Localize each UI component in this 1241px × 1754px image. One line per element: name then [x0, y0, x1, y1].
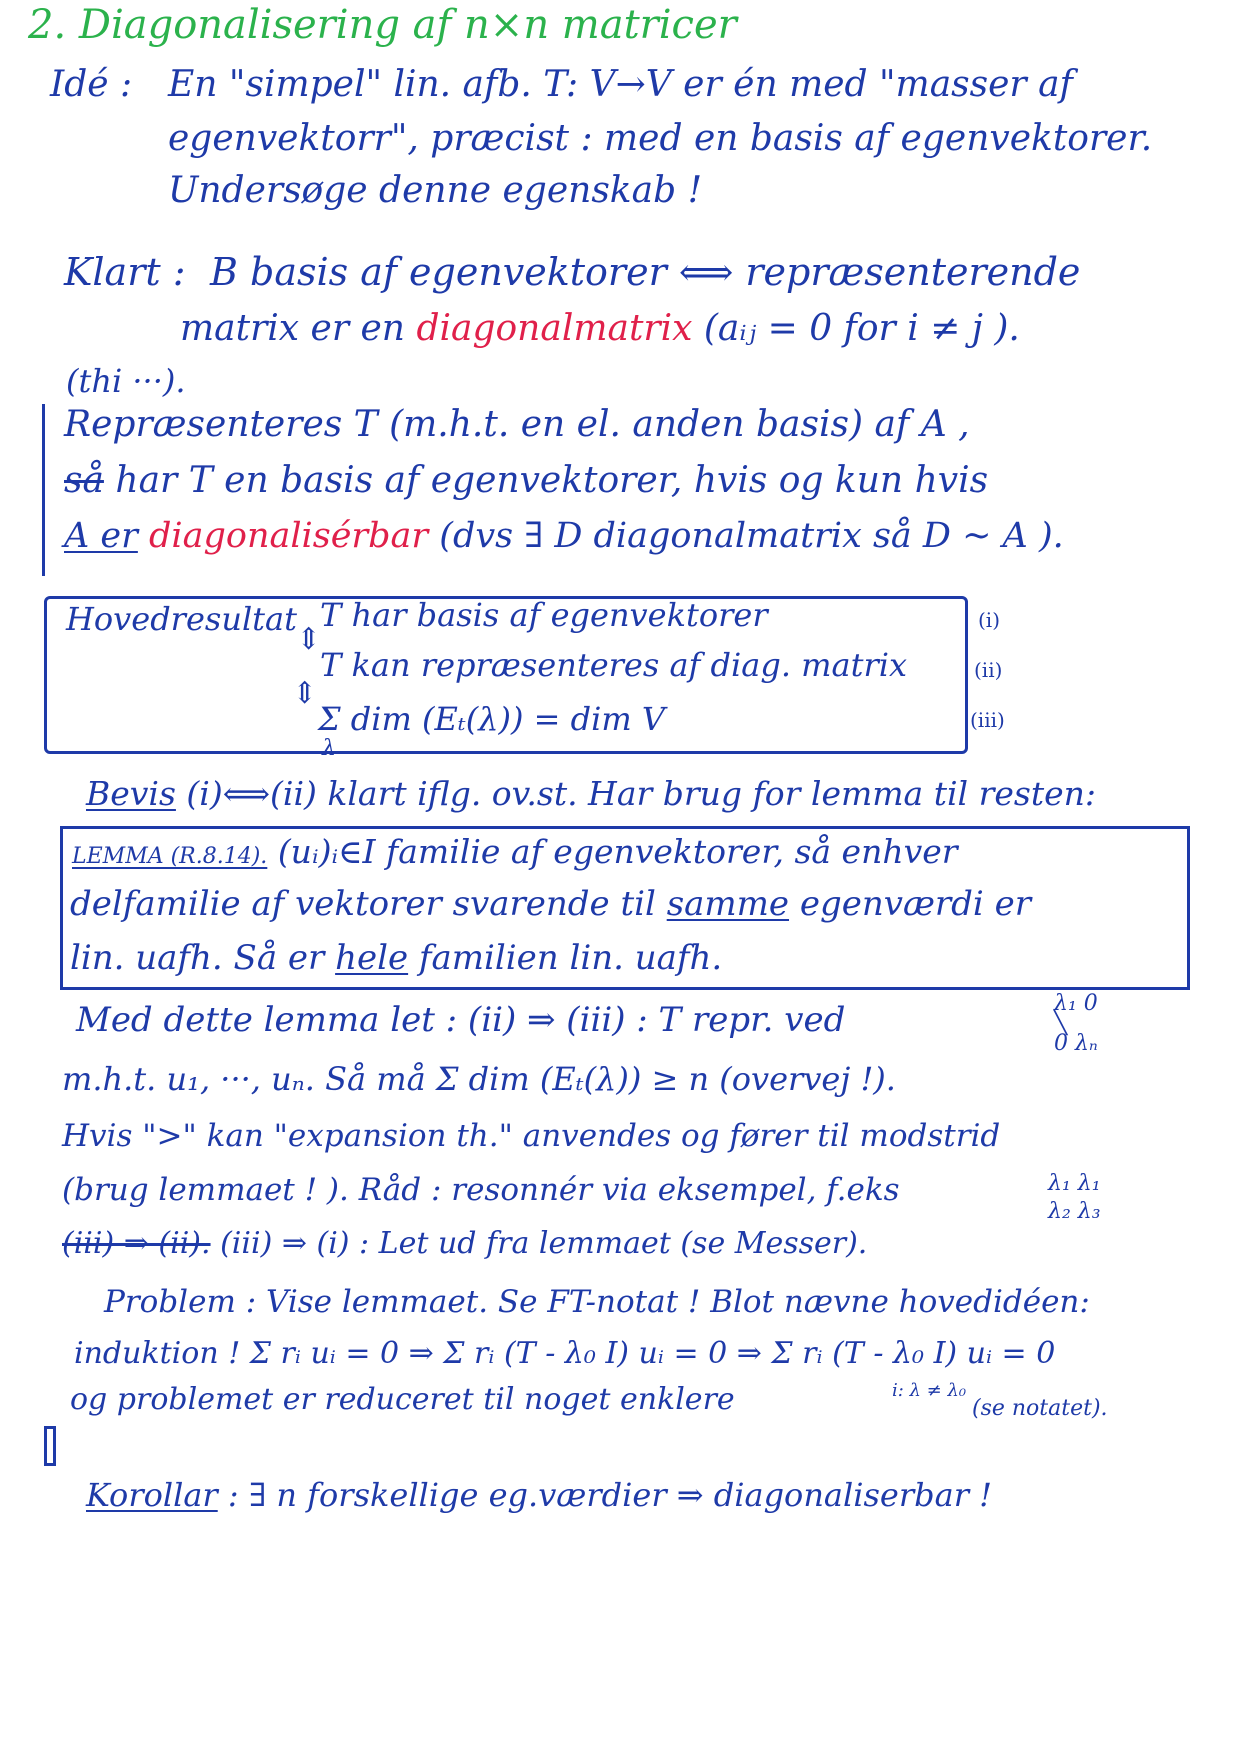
problem-note-ref: (se notatet). — [972, 1396, 1108, 1421]
lemma-line-1-text: (uᵢ)ᵢ∈I familie af egenvektorer, så enhver — [277, 832, 958, 871]
ide-label: Idé : — [50, 64, 133, 105]
margin-mark-icon — [44, 1426, 56, 1466]
lemma-line-2-post: egenværdi er — [799, 884, 1031, 924]
ide-line-2: egenvektorr", præcist : med en basis af egenvektorer. — [168, 118, 1153, 159]
med-line-5-struck: (iii) ⇒ (ii). — [62, 1226, 211, 1261]
ide-line-1: En "simpel" lin. afb. T: V→V er én med "masser af — [168, 64, 1073, 105]
klart-label: Klart : — [64, 250, 186, 294]
tag-ii: (ii) — [974, 658, 1003, 682]
hovedresultat-line-2: T kan repræsenteres af diag. matrix — [320, 646, 908, 684]
equivalence-arrow-1: ⇕ — [296, 622, 322, 657]
klart-line-3: (thi ···). — [66, 362, 186, 400]
diagonalmatrix-term: diagonalmatrix — [416, 308, 693, 349]
med-line-5 — [62, 1226, 867, 1261]
example-matrix-row-1: λ₁ λ₁ — [1048, 1171, 1101, 1196]
lemma-line-3-post: familien lin. uafh. — [418, 938, 723, 978]
med-line-5-text: (iii) ⇒ (i) : Let ud fra lemmaet (se Messer). — [220, 1226, 868, 1261]
repr-line-2-text: har T en basis af egenvektorer, hvis og kun hvis — [115, 460, 989, 501]
hovedresultat-line-3: Σ dim (Eₜ(λ)) = dim V — [318, 700, 665, 738]
bevis-label: Bevis — [86, 774, 176, 813]
lemma-line-2-pre: delfamilie af vektorer svarende til — [70, 884, 656, 924]
diagonaliserbar-term: diagonalisérbar — [149, 516, 429, 556]
problem-sum-index: i: λ ≠ λ₀ — [892, 1380, 967, 1401]
repr-line-3-pre: A er — [64, 516, 138, 556]
korollar-text: : ∃ n forskellige eg.værdier ⇒ diagonaliserbar ! — [227, 1476, 993, 1514]
problem-line-1: Problem : Vise lemmaet. Se FT-notat ! Blot nævne hovedidéen: — [104, 1284, 1090, 1320]
lemma-hele: hele — [335, 938, 409, 978]
repr-line-3-post: (dvs ∃ D diagonalmatrix så D ~ A ). — [439, 516, 1064, 556]
page-title: 2. Diagonalisering af n×n matricer — [28, 2, 737, 48]
sum-index: λ — [322, 736, 336, 761]
tag-i: (i) — [978, 608, 1001, 632]
ide-line-3: Undersøge denne egenskab ! — [168, 170, 703, 211]
med-line-2: m.h.t. u₁, ···, uₙ. Så må Σ dim (Eₜ(λ)) ≥ n (overvej !). — [62, 1060, 896, 1098]
example-matrix-row-2: λ₂ λ₃ — [1048, 1199, 1101, 1224]
bevis-text: (i)⟺(ii) klart iflg. ov.st. Har brug for lemma til resten: — [186, 774, 1096, 813]
med-line-4: (brug lemmaet ! ). Råd : resonnér via eksempel, f.eks — [62, 1172, 900, 1208]
lemma-line-3-pre: lin. uafh. Så er — [70, 938, 325, 978]
klart-line-2-pre: matrix er en — [180, 308, 405, 349]
repr-margin-bar — [42, 404, 45, 576]
repr-line-2 — [64, 460, 988, 501]
matrix-row-1: λ₁ 0 — [1054, 991, 1098, 1016]
lemma-line-1 — [72, 832, 958, 871]
equivalence-arrow-2: ⇕ — [292, 676, 318, 711]
diagonal-matrix-sketch — [1054, 991, 1098, 1056]
klart-line-2 — [180, 308, 1020, 349]
med-line-3: Hvis ">" kan "expansion th." anvendes og fører til modstrid — [62, 1118, 1001, 1154]
problem-line-3: og problemet er reduceret til noget enklere — [70, 1382, 735, 1417]
matrix-row-2: ╲ — [1054, 1011, 1068, 1036]
repr-line-3 — [64, 516, 1064, 556]
korollar-label: Korollar — [86, 1476, 218, 1514]
bevis-line — [86, 774, 1096, 813]
korollar-line — [86, 1476, 992, 1514]
repr-line-2-struck: så — [64, 460, 104, 501]
lemma-line-2 — [70, 884, 1031, 924]
klart-line-2-post: (aᵢⱼ = 0 for i ≠ j ). — [703, 308, 1020, 349]
med-line-1: Med dette lemma let : (ii) ⇒ (iii) : T repr. ved — [76, 1000, 846, 1040]
example-matrix-sketch — [1048, 1170, 1101, 1226]
hovedresultat-label: Hovedresultat — [66, 600, 297, 638]
tag-iii: (iii) — [970, 708, 1005, 732]
matrix-row-3: 0 λₙ — [1054, 1031, 1098, 1056]
hovedresultat-line-1: T har basis af egenvektorer — [320, 596, 768, 634]
lemma-line-3 — [70, 938, 722, 978]
klart-line-1: B basis af egenvektorer ⟺ repræsenterende — [210, 250, 1081, 294]
repr-line-1: Repræsenteres T (m.h.t. en el. anden basis) af A , — [64, 404, 970, 445]
problem-line-2: induktion ! Σ rᵢ uᵢ = 0 ⇒ Σ rᵢ (T - λ₀ I) uᵢ = 0 ⇒ Σ rᵢ (T - λ₀ I) uᵢ = 0 — [74, 1336, 1056, 1371]
lemma-samme: samme — [666, 884, 790, 924]
lemma-label: LEMMA (R.8.14). — [72, 844, 268, 869]
